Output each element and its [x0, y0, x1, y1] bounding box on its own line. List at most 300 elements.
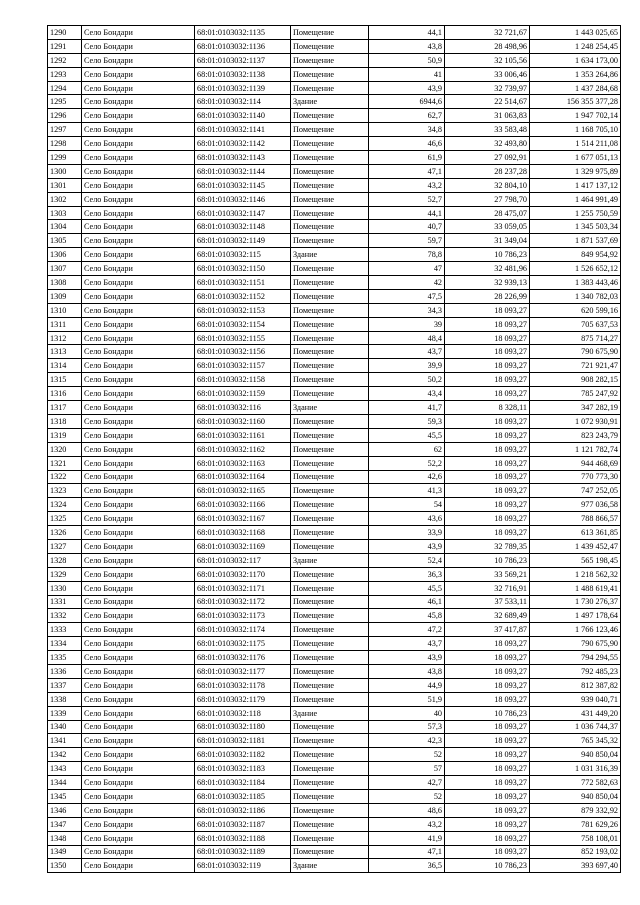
cadastral-value-cell: 1 329 975,89 — [530, 164, 621, 178]
row-number-cell: 1305 — [48, 234, 82, 248]
specific-value-cell: 32 105,56 — [445, 53, 530, 67]
object-type-cell: Помещение — [291, 39, 369, 53]
cadastral-value-cell: 1 121 782,74 — [530, 442, 621, 456]
specific-value-cell: 18 093,27 — [445, 720, 530, 734]
object-type-cell: Помещение — [291, 831, 369, 845]
object-type-cell: Помещение — [291, 720, 369, 734]
specific-value-cell: 10 786,23 — [445, 553, 530, 567]
specific-value-cell: 18 093,27 — [445, 831, 530, 845]
cadastral-number-cell: 68:01:0103032:1145 — [195, 178, 291, 192]
specific-value-cell: 18 093,27 — [445, 762, 530, 776]
specific-value-cell: 28 226,99 — [445, 289, 530, 303]
specific-value-cell: 32 721,67 — [445, 26, 530, 40]
settlement-cell: Село Бондари — [82, 276, 195, 290]
area-cell: 57 — [369, 762, 445, 776]
settlement-cell: Село Бондари — [82, 317, 195, 331]
row-number-cell: 1329 — [48, 567, 82, 581]
object-type-cell: Помещение — [291, 762, 369, 776]
object-type-cell: Помещение — [291, 234, 369, 248]
specific-value-cell: 18 093,27 — [445, 331, 530, 345]
cadastral-value-cell: 1 766 123,46 — [530, 623, 621, 637]
cadastral-value-cell: 849 954,92 — [530, 248, 621, 262]
specific-value-cell: 8 328,11 — [445, 401, 530, 415]
cadastral-number-cell: 68:01:0103032:1155 — [195, 331, 291, 345]
area-cell: 44,9 — [369, 678, 445, 692]
cadastral-number-cell: 68:01:0103032:1178 — [195, 678, 291, 692]
row-number-cell: 1323 — [48, 484, 82, 498]
cadastral-number-cell: 68:01:0103032:1139 — [195, 81, 291, 95]
cadastral-number-cell: 68:01:0103032:1177 — [195, 664, 291, 678]
cadastral-value-cell: 1 871 537,69 — [530, 234, 621, 248]
cadastral-value-cell: 1 634 173,00 — [530, 53, 621, 67]
cadastral-number-cell: 68:01:0103032:1158 — [195, 373, 291, 387]
table-row — [48, 817, 621, 831]
cadastral-value-cell: 1 072 930,91 — [530, 414, 621, 428]
specific-value-cell: 22 514,67 — [445, 95, 530, 109]
cadastral-value-cell: 1 947 702,14 — [530, 109, 621, 123]
area-cell: 42,3 — [369, 734, 445, 748]
settlement-cell: Село Бондари — [82, 81, 195, 95]
row-number-cell: 1294 — [48, 81, 82, 95]
cadastral-value-cell: 940 850,04 — [530, 789, 621, 803]
area-cell: 52 — [369, 748, 445, 762]
object-type-cell: Здание — [291, 401, 369, 415]
table-row — [48, 67, 621, 81]
row-number-cell: 1326 — [48, 526, 82, 540]
specific-value-cell: 27 798,70 — [445, 192, 530, 206]
row-number-cell: 1308 — [48, 276, 82, 290]
cadastral-value-cell: 977 036,58 — [530, 498, 621, 512]
cadastral-value-cell: 156 355 377,28 — [530, 95, 621, 109]
cadastral-number-cell: 68:01:0103032:116 — [195, 401, 291, 415]
object-type-cell: Помещение — [291, 178, 369, 192]
object-type-cell: Помещение — [291, 26, 369, 40]
area-cell: 45,5 — [369, 581, 445, 595]
row-number-cell: 1341 — [48, 734, 82, 748]
cadastral-number-cell: 68:01:0103032:1141 — [195, 123, 291, 137]
cadastral-number-cell: 68:01:0103032:1161 — [195, 428, 291, 442]
specific-value-cell: 28 498,96 — [445, 39, 530, 53]
object-type-cell: Помещение — [291, 803, 369, 817]
object-type-cell: Помещение — [291, 498, 369, 512]
row-number-cell: 1298 — [48, 137, 82, 151]
table-row — [48, 803, 621, 817]
table-row — [48, 164, 621, 178]
row-number-cell: 1348 — [48, 831, 82, 845]
settlement-cell: Село Бондари — [82, 206, 195, 220]
table-row — [48, 26, 621, 40]
cadastral-number-cell: 68:01:0103032:1184 — [195, 776, 291, 790]
settlement-cell: Село Бондари — [82, 345, 195, 359]
settlement-cell: Село Бондари — [82, 581, 195, 595]
cadastral-value-cell: 721 921,47 — [530, 359, 621, 373]
specific-value-cell: 27 092,91 — [445, 151, 530, 165]
settlement-cell: Село Бондари — [82, 831, 195, 845]
table-row — [48, 720, 621, 734]
cadastral-number-cell: 68:01:0103032:1165 — [195, 484, 291, 498]
cadastral-value-cell: 939 040,71 — [530, 692, 621, 706]
table-row — [48, 442, 621, 456]
area-cell: 52,7 — [369, 192, 445, 206]
cadastral-value-cell: 765 345,32 — [530, 734, 621, 748]
table-row — [48, 359, 621, 373]
area-cell: 36,5 — [369, 859, 445, 873]
settlement-cell: Село Бондари — [82, 248, 195, 262]
cadastral-value-cell: 940 850,04 — [530, 748, 621, 762]
object-type-cell: Помещение — [291, 373, 369, 387]
specific-value-cell: 18 093,27 — [445, 345, 530, 359]
cadastral-value-cell: 747 252,05 — [530, 484, 621, 498]
object-type-cell: Здание — [291, 248, 369, 262]
settlement-cell: Село Бондари — [82, 637, 195, 651]
cadastral-value-cell: 1 036 744,37 — [530, 720, 621, 734]
table-row — [48, 553, 621, 567]
table-row — [48, 831, 621, 845]
object-type-cell: Помещение — [291, 734, 369, 748]
row-number-cell: 1291 — [48, 39, 82, 53]
row-number-cell: 1311 — [48, 317, 82, 331]
specific-value-cell: 32 716,91 — [445, 581, 530, 595]
cadastral-value-cell: 823 243,79 — [530, 428, 621, 442]
area-cell: 40 — [369, 706, 445, 720]
row-number-cell: 1306 — [48, 248, 82, 262]
row-number-cell: 1297 — [48, 123, 82, 137]
table-row — [48, 859, 621, 873]
area-cell: 43,2 — [369, 817, 445, 831]
settlement-cell: Село Бондари — [82, 623, 195, 637]
row-number-cell: 1339 — [48, 706, 82, 720]
cadastral-value-cell: 790 675,90 — [530, 345, 621, 359]
specific-value-cell: 33 006,46 — [445, 67, 530, 81]
table-row — [48, 498, 621, 512]
row-number-cell: 1316 — [48, 387, 82, 401]
cadastral-number-cell: 68:01:0103032:1171 — [195, 581, 291, 595]
object-type-cell: Здание — [291, 95, 369, 109]
area-cell: 59,7 — [369, 234, 445, 248]
specific-value-cell: 18 093,27 — [445, 692, 530, 706]
specific-value-cell: 33 583,48 — [445, 123, 530, 137]
area-cell: 52,4 — [369, 553, 445, 567]
cadastral-value-cell: 852 193,02 — [530, 845, 621, 859]
table-row — [48, 664, 621, 678]
area-cell: 33,9 — [369, 526, 445, 540]
row-number-cell: 1346 — [48, 803, 82, 817]
object-type-cell: Помещение — [291, 387, 369, 401]
area-cell: 45,5 — [369, 428, 445, 442]
object-type-cell: Помещение — [291, 651, 369, 665]
specific-value-cell: 18 093,27 — [445, 512, 530, 526]
settlement-cell: Село Бондари — [82, 692, 195, 706]
cadastral-number-cell: 68:01:0103032:1137 — [195, 53, 291, 67]
table-row — [48, 373, 621, 387]
specific-value-cell: 33 569,21 — [445, 567, 530, 581]
object-type-cell: Помещение — [291, 539, 369, 553]
table-row — [48, 567, 621, 581]
area-cell: 43,7 — [369, 345, 445, 359]
cadastral-number-cell: 68:01:0103032:1157 — [195, 359, 291, 373]
table-row — [48, 331, 621, 345]
settlement-cell: Село Бондари — [82, 137, 195, 151]
settlement-cell: Село Бондари — [82, 442, 195, 456]
object-type-cell: Помещение — [291, 595, 369, 609]
area-cell: 57,3 — [369, 720, 445, 734]
row-number-cell: 1295 — [48, 95, 82, 109]
settlement-cell: Село Бондари — [82, 262, 195, 276]
cadastral-number-cell: 68:01:0103032:1179 — [195, 692, 291, 706]
cadastral-value-cell: 1 497 178,64 — [530, 609, 621, 623]
cadastral-number-cell: 68:01:0103032:1146 — [195, 192, 291, 206]
area-cell: 47 — [369, 262, 445, 276]
table-row — [48, 776, 621, 790]
object-type-cell: Помещение — [291, 581, 369, 595]
table-row — [48, 692, 621, 706]
cadastral-number-cell: 68:01:0103032:118 — [195, 706, 291, 720]
cadastral-value-cell: 393 697,40 — [530, 859, 621, 873]
object-type-cell: Помещение — [291, 637, 369, 651]
specific-value-cell: 32 689,49 — [445, 609, 530, 623]
table-row — [48, 276, 621, 290]
row-number-cell: 1336 — [48, 664, 82, 678]
specific-value-cell: 32 493,80 — [445, 137, 530, 151]
cadastral-value-cell: 1 677 051,13 — [530, 151, 621, 165]
cadastral-number-cell: 68:01:0103032:1180 — [195, 720, 291, 734]
settlement-cell: Село Бондари — [82, 414, 195, 428]
row-number-cell: 1337 — [48, 678, 82, 692]
row-number-cell: 1335 — [48, 651, 82, 665]
specific-value-cell: 18 093,27 — [445, 789, 530, 803]
cadastral-value-cell: 1 439 452,47 — [530, 539, 621, 553]
specific-value-cell: 18 093,27 — [445, 803, 530, 817]
cadastral-value-cell: 1 464 991,49 — [530, 192, 621, 206]
cadastral-value-cell: 772 582,63 — [530, 776, 621, 790]
object-type-cell: Помещение — [291, 692, 369, 706]
row-number-cell: 1340 — [48, 720, 82, 734]
cadastral-value-cell: 431 449,20 — [530, 706, 621, 720]
object-type-cell: Помещение — [291, 748, 369, 762]
settlement-cell: Село Бондари — [82, 95, 195, 109]
object-type-cell: Помещение — [291, 289, 369, 303]
area-cell: 34,3 — [369, 303, 445, 317]
area-cell: 43,8 — [369, 39, 445, 53]
cadastral-value-cell: 788 866,57 — [530, 512, 621, 526]
settlement-cell: Село Бондари — [82, 817, 195, 831]
row-number-cell: 1304 — [48, 220, 82, 234]
row-number-cell: 1321 — [48, 456, 82, 470]
settlement-cell: Село Бондари — [82, 53, 195, 67]
settlement-cell: Село Бондари — [82, 234, 195, 248]
settlement-cell: Село Бондари — [82, 789, 195, 803]
specific-value-cell: 28 475,07 — [445, 206, 530, 220]
area-cell: 45,8 — [369, 609, 445, 623]
table-row — [48, 95, 621, 109]
row-number-cell: 1299 — [48, 151, 82, 165]
area-cell: 40,7 — [369, 220, 445, 234]
object-type-cell: Помещение — [291, 123, 369, 137]
object-type-cell: Помещение — [291, 276, 369, 290]
settlement-cell: Село Бондари — [82, 151, 195, 165]
table-row — [48, 178, 621, 192]
specific-value-cell: 18 093,27 — [445, 776, 530, 790]
settlement-cell: Село Бондари — [82, 734, 195, 748]
area-cell: 52 — [369, 789, 445, 803]
settlement-cell: Село Бондари — [82, 484, 195, 498]
cadastral-value-cell: 875 714,27 — [530, 331, 621, 345]
table-row — [48, 151, 621, 165]
object-type-cell: Помещение — [291, 192, 369, 206]
table-row — [48, 526, 621, 540]
settlement-cell: Село Бондари — [82, 470, 195, 484]
cadastral-value-cell: 812 387,82 — [530, 678, 621, 692]
cadastral-number-cell: 68:01:0103032:1167 — [195, 512, 291, 526]
row-number-cell: 1338 — [48, 692, 82, 706]
settlement-cell: Село Бондари — [82, 67, 195, 81]
table-row — [48, 762, 621, 776]
area-cell: 50,9 — [369, 53, 445, 67]
cadastral-number-cell: 68:01:0103032:1135 — [195, 26, 291, 40]
area-cell: 43,9 — [369, 539, 445, 553]
settlement-cell: Село Бондари — [82, 776, 195, 790]
table-row — [48, 192, 621, 206]
specific-value-cell: 18 093,27 — [445, 442, 530, 456]
row-number-cell: 1296 — [48, 109, 82, 123]
table-row — [48, 581, 621, 595]
specific-value-cell: 32 481,96 — [445, 262, 530, 276]
area-cell: 34,8 — [369, 123, 445, 137]
row-number-cell: 1301 — [48, 178, 82, 192]
settlement-cell: Село Бондари — [82, 859, 195, 873]
table-row — [48, 39, 621, 53]
row-number-cell: 1324 — [48, 498, 82, 512]
area-cell: 43,2 — [369, 178, 445, 192]
specific-value-cell: 37 417,87 — [445, 623, 530, 637]
cadastral-value-cell: 1 353 264,86 — [530, 67, 621, 81]
row-number-cell: 1318 — [48, 414, 82, 428]
cadastral-number-cell: 68:01:0103032:1183 — [195, 762, 291, 776]
cadastral-value-cell: 785 247,92 — [530, 387, 621, 401]
object-type-cell: Помещение — [291, 220, 369, 234]
cadastral-value-cell: 879 332,92 — [530, 803, 621, 817]
object-type-cell: Здание — [291, 859, 369, 873]
cadastral-value-cell: 620 599,16 — [530, 303, 621, 317]
row-number-cell: 1309 — [48, 289, 82, 303]
specific-value-cell: 31 349,04 — [445, 234, 530, 248]
specific-value-cell: 18 093,27 — [445, 748, 530, 762]
table-row — [48, 262, 621, 276]
table-body — [48, 26, 621, 873]
settlement-cell: Село Бондари — [82, 720, 195, 734]
specific-value-cell: 18 093,27 — [445, 456, 530, 470]
table-row — [48, 609, 621, 623]
area-cell: 41,7 — [369, 401, 445, 415]
specific-value-cell: 18 093,27 — [445, 317, 530, 331]
object-type-cell: Помещение — [291, 151, 369, 165]
object-type-cell: Помещение — [291, 484, 369, 498]
table-row — [48, 595, 621, 609]
area-cell: 44,1 — [369, 206, 445, 220]
area-cell: 46,1 — [369, 595, 445, 609]
specific-value-cell: 18 093,27 — [445, 387, 530, 401]
cadastral-value-cell: 781 629,26 — [530, 817, 621, 831]
row-number-cell: 1350 — [48, 859, 82, 873]
object-type-cell: Помещение — [291, 664, 369, 678]
table-row — [48, 303, 621, 317]
area-cell: 42,7 — [369, 776, 445, 790]
cadastral-number-cell: 68:01:0103032:1156 — [195, 345, 291, 359]
cadastral-number-cell: 68:01:0103032:1175 — [195, 637, 291, 651]
cadastral-number-cell: 68:01:0103032:1163 — [195, 456, 291, 470]
specific-value-cell: 18 093,27 — [445, 303, 530, 317]
area-cell: 48,4 — [369, 331, 445, 345]
object-type-cell: Помещение — [291, 428, 369, 442]
area-cell: 46,6 — [369, 137, 445, 151]
table-row — [48, 748, 621, 762]
row-number-cell: 1330 — [48, 581, 82, 595]
area-cell: 41 — [369, 67, 445, 81]
table-row — [48, 637, 621, 651]
specific-value-cell: 18 093,27 — [445, 817, 530, 831]
area-cell: 50,2 — [369, 373, 445, 387]
area-cell: 36,3 — [369, 567, 445, 581]
object-type-cell: Помещение — [291, 414, 369, 428]
table-row — [48, 206, 621, 220]
row-number-cell: 1293 — [48, 67, 82, 81]
object-type-cell: Помещение — [291, 137, 369, 151]
specific-value-cell: 18 093,27 — [445, 651, 530, 665]
specific-value-cell: 32 789,35 — [445, 539, 530, 553]
cadastral-value-cell: 565 198,45 — [530, 553, 621, 567]
table-row — [48, 401, 621, 415]
area-cell: 43,6 — [369, 512, 445, 526]
specific-value-cell: 18 093,27 — [445, 845, 530, 859]
cadastral-number-cell: 68:01:0103032:1182 — [195, 748, 291, 762]
area-cell: 41,3 — [369, 484, 445, 498]
cadastral-value-cell: 1 383 443,46 — [530, 276, 621, 290]
cadastral-value-cell: 1 730 276,37 — [530, 595, 621, 609]
settlement-cell: Село Бондари — [82, 595, 195, 609]
row-number-cell: 1310 — [48, 303, 82, 317]
cadastral-number-cell: 68:01:0103032:1169 — [195, 539, 291, 553]
settlement-cell: Село Бондари — [82, 651, 195, 665]
specific-value-cell: 32 739,97 — [445, 81, 530, 95]
cadastral-value-cell: 705 637,53 — [530, 317, 621, 331]
area-cell: 59,3 — [369, 414, 445, 428]
object-type-cell: Помещение — [291, 442, 369, 456]
row-number-cell: 1313 — [48, 345, 82, 359]
cadastral-number-cell: 68:01:0103032:1164 — [195, 470, 291, 484]
area-cell: 41,9 — [369, 831, 445, 845]
table-row — [48, 789, 621, 803]
area-cell: 47,1 — [369, 164, 445, 178]
specific-value-cell: 33 059,05 — [445, 220, 530, 234]
object-type-cell: Помещение — [291, 776, 369, 790]
row-number-cell: 1290 — [48, 26, 82, 40]
cadastral-value-cell: 790 675,90 — [530, 637, 621, 651]
table-row — [48, 123, 621, 137]
object-type-cell: Помещение — [291, 567, 369, 581]
row-number-cell: 1319 — [48, 428, 82, 442]
object-type-cell: Помещение — [291, 164, 369, 178]
object-type-cell: Помещение — [291, 262, 369, 276]
cadastral-number-cell: 68:01:0103032:115 — [195, 248, 291, 262]
settlement-cell: Село Бондари — [82, 164, 195, 178]
row-number-cell: 1331 — [48, 595, 82, 609]
settlement-cell: Село Бондари — [82, 567, 195, 581]
cadastral-number-cell: 68:01:0103032:119 — [195, 859, 291, 873]
table-row — [48, 345, 621, 359]
row-number-cell: 1349 — [48, 845, 82, 859]
cadastral-number-cell: 68:01:0103032:1172 — [195, 595, 291, 609]
settlement-cell: Село Бондари — [82, 706, 195, 720]
